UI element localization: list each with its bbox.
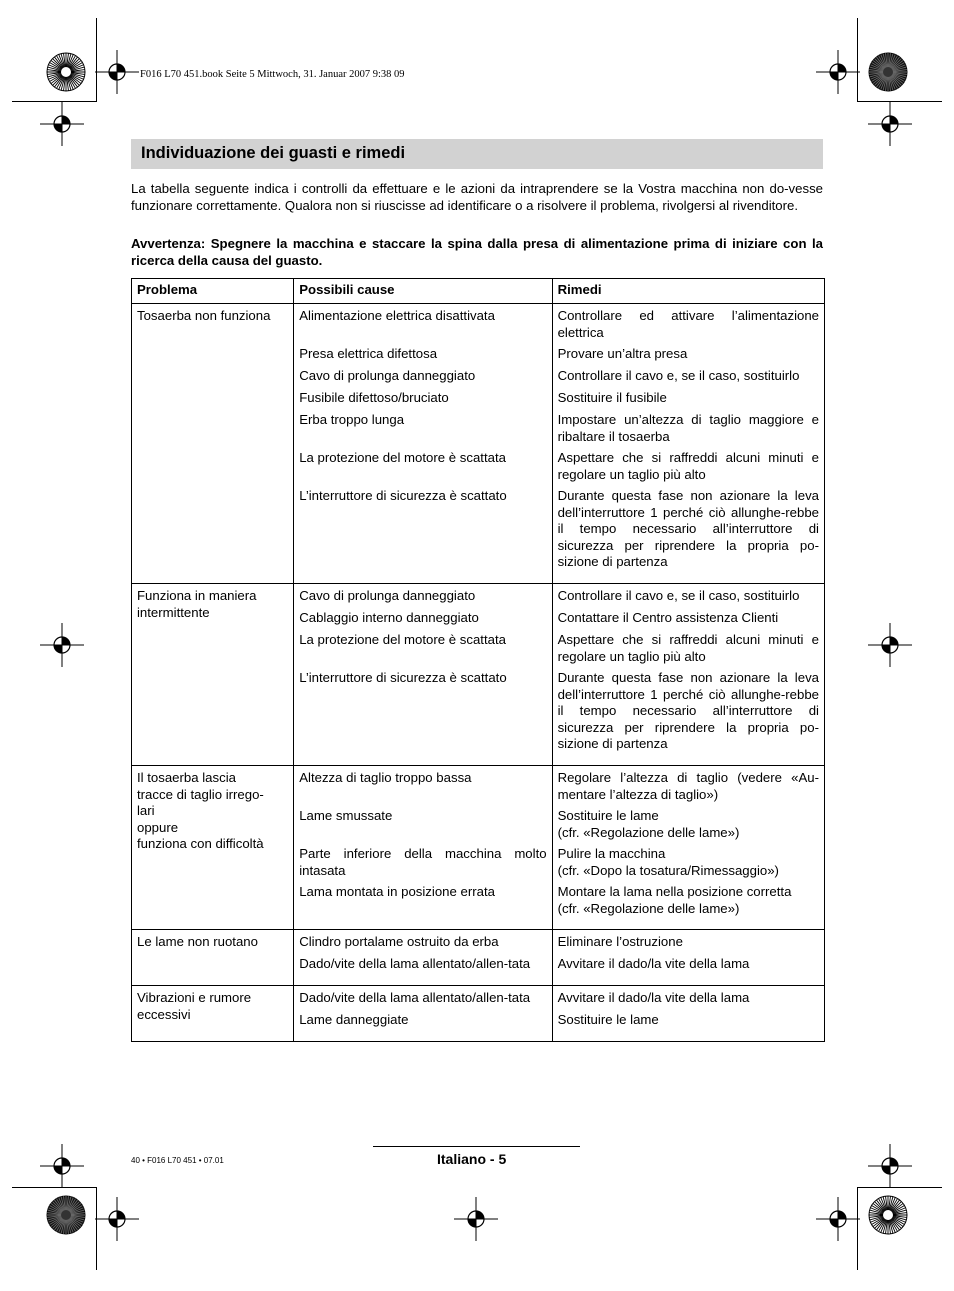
remedy-item: Sostituire le lame (cfr. «Regolazione delle lame») [557,808,740,840]
registration-mark-icon [868,102,912,146]
cause-item: Lame smussate [299,808,393,823]
table-row [132,930,825,986]
cause-item: Presa elettrica difettosa [299,346,438,361]
cause-item: La protezione del motore è scattata [299,450,506,465]
registration-mark-icon [40,102,84,146]
header-remedies: Rimedi [552,279,824,304]
color-target-icon [46,52,86,92]
cause-item: Dado/vite della lama allentato/allen-tata [299,956,531,971]
warning-paragraph: Avvertenza: Spegnere la macchina e staccare la spina dalla presa di alimentazione prima di iniziare con la ricerca della causa del guasto. [131,236,823,268]
table-row [132,766,825,930]
registration-mark-icon [868,1144,912,1188]
remedies-cell [552,304,824,584]
remedies-cell [552,584,824,766]
problem-text: Vibrazioni e rumore eccessivi [137,990,252,1022]
registration-mark-icon [816,1197,860,1241]
remedy-item: Controllare ed attivare l’alimentazione elettrica [557,308,819,340]
problem-cell [132,930,294,986]
remedy-item: Montare la lama nella posizione corretta (cfr. «Regolazione delle lame») [557,884,792,916]
registration-mark-icon [40,623,84,667]
registration-mark-icon [95,1197,139,1241]
table-row [132,986,825,1042]
cause-item: La protezione del motore è scattata [299,632,506,647]
problem-cell [132,584,294,766]
causes-cell [294,584,552,766]
problem-text: Le lame non ruotano [137,934,258,949]
table-header-row [132,279,825,304]
footer-code: 40 • F016 L70 451 • 07.01 [131,1156,224,1165]
remedy-item: Controllare il cavo e, se il caso, sostituirlo [557,588,800,603]
registration-mark-icon [95,50,139,94]
intro-paragraph: La tabella seguente indica i controlli da effettuare e le azioni da intraprendere se la Vostra macchina non do-vesse funzionare correttamente. Qualora non si riuscisse ad identificare o a risolvere il problema, rivolgersi al rivenditore. [131,181,823,213]
crop-mark [96,18,97,102]
crop-mark [12,1187,97,1188]
cause-item: Clindro portalame ostruito da erba [299,934,499,949]
problem-text: Il tosaerba lascia tracce di taglio irrego- lari oppure funziona con difficoltà [137,770,264,851]
color-target-icon [868,52,908,92]
crop-mark [12,101,97,102]
remedy-item: Regolare l’altezza di taglio (vedere «Au-mentare l’altezza di taglio») [557,770,819,802]
problem-text: Funziona in maniera intermittente [137,588,257,620]
footer-rule [373,1146,580,1147]
problem-cell [132,304,294,584]
print-header: F016 L70 451.book Seite 5 Mittwoch, 31. Januar 2007 9:38 09 [140,69,405,80]
cause-item: Lama montata in posizione errata [299,884,495,899]
causes-cell [294,986,552,1042]
remedy-item: Durante questa fase non azionare la leva dell’interruttore 1 perché ciò allunghe-rebbe il tempo necessario all’interruttore di sicurezza per riprendere la propria po-sizione di partenza [557,488,819,569]
remedy-item: Durante questa fase non azionare la leva dell’interruttore 1 perché ciò allunghe-rebbe il tempo necessario all’interruttore di sicurezza per riprendere la propria po-sizione di partenza [557,670,819,751]
color-target-icon [868,1195,908,1235]
remedy-item: Impostare un’altezza di taglio maggiore e ribaltare il tosaerba [557,412,819,444]
remedy-item: Avvitare il dado/la vite della lama [557,956,750,971]
remedy-item: Avvitare il dado/la vite della lama [557,990,750,1005]
causes-cell [294,304,552,584]
color-target-icon [46,1195,86,1235]
cause-item: Erba troppo lunga [299,412,405,427]
cause-item: Cavo di prolunga danneggiato [299,588,476,603]
troubleshooting-table [131,278,825,1042]
problem-cell [132,986,294,1042]
table-body [132,304,825,1042]
crop-mark [857,1187,942,1188]
cause-item: Fusibile difettoso/bruciato [299,390,449,405]
cause-item: Alimentazione elettrica disattivata [299,308,495,323]
cause-item: L’interruttore di sicurezza è scattato [299,670,507,685]
crop-mark [96,1188,97,1270]
remedy-item: Provare un’altra presa [557,346,688,361]
remedy-item: Eliminare l’ostruzione [557,934,683,949]
remedies-cell [552,930,824,986]
remedy-item: Sostituire il fusibile [557,390,667,405]
problem-cell [132,766,294,930]
cause-item: Lame danneggiate [299,1012,409,1027]
cause-item: Altezza di taglio troppo bassa [299,770,472,785]
remedy-item: Pulire la macchina (cfr. «Dopo la tosatura/Rimessaggio») [557,846,779,878]
page-number: Italiano - 5 [437,1151,507,1167]
cause-item: Cavo di prolunga danneggiato [299,368,476,383]
registration-mark-icon [454,1197,498,1241]
section-title-bar [131,139,823,169]
cause-item: Cablaggio interno danneggiato [299,610,479,625]
causes-cell [294,930,552,986]
crop-mark [857,1188,858,1270]
problem-text: Tosaerba non funziona [137,308,271,323]
cause-item: L’interruttore di sicurezza è scattato [299,488,507,503]
remedy-item: Sostituire le lame [557,1012,659,1027]
crop-mark [857,18,858,102]
registration-mark-icon [40,1144,84,1188]
registration-mark-icon [868,623,912,667]
remedies-cell [552,766,824,930]
header-causes: Possibili cause [294,279,552,304]
registration-mark-icon [816,50,860,94]
cause-item: Parte inferiore della macchina molto intasata [299,846,547,878]
remedies-cell [552,986,824,1042]
table-row [132,584,825,766]
crop-mark [857,101,942,102]
cause-item: Dado/vite della lama allentato/allen-tata [299,990,531,1005]
table-row [132,304,825,584]
header-problem: Problema [132,279,294,304]
remedy-item: Aspettare che si raffreddi alcuni minuti e regolare un taglio più alto [557,632,819,664]
remedy-item: Aspettare che si raffreddi alcuni minuti e regolare un taglio più alto [557,450,819,482]
remedy-item: Controllare il cavo e, se il caso, sostituirlo [557,368,800,383]
remedy-item: Contattare il Centro assistenza Clienti [557,610,779,625]
causes-cell [294,766,552,930]
section-title: Individuazione dei guasti e rimedi [141,144,406,162]
